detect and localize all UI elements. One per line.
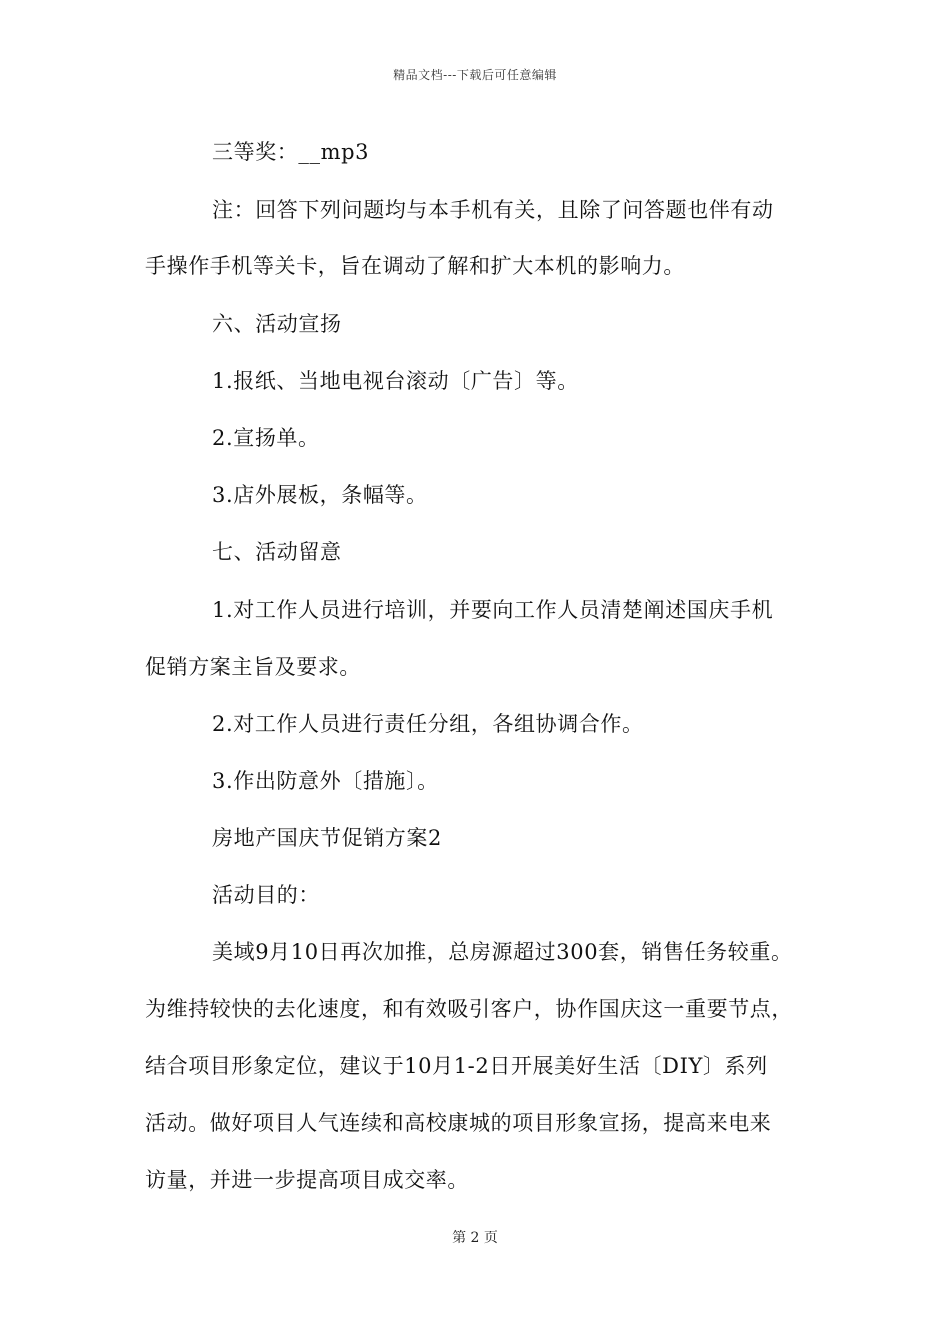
text-line: 结合项目形象定位，建议于10月1-2日开展美好生活〔DIY〕系列 xyxy=(145,1054,768,1078)
text-line: 3.作出防意外〔措施〕。 xyxy=(212,769,439,793)
text-line: 2.宣扬单。 xyxy=(212,426,320,450)
section-heading: 房地产国庆节促销方案2 xyxy=(212,826,442,850)
text-line: 访量，并进一步提高项目成交率。 xyxy=(145,1168,469,1192)
text-line: 促销方案主旨及要求。 xyxy=(145,655,361,679)
text-line: 为维持较快的去化速度，和有效吸引客户，协作国庆这一重要节点， xyxy=(145,997,793,1021)
text-line: 三等奖：__mp3 xyxy=(212,140,370,164)
text-line: 美域9月10日再次加推，总房源超过300套，销售任务较重。 xyxy=(212,940,793,964)
section-heading: 六、活动宣扬 xyxy=(212,312,342,336)
text-line: 活动。做好项目人气连续和高校康城的项目形象宣扬，提高来电来 xyxy=(145,1111,772,1135)
text-line: 2.对工作人员进行责任分组，各组协调合作。 xyxy=(212,712,644,736)
page-header: 精品文档---下载后可任意编辑 xyxy=(393,68,557,82)
page-number: 第 2 页 xyxy=(452,1230,498,1246)
text-line: 活动目的： xyxy=(212,883,320,907)
section-heading: 七、活动留意 xyxy=(212,540,342,564)
text-line: 注：回答下列问题均与本手机有关，且除了问答题也伴有动 xyxy=(212,198,774,222)
text-line: 1.对工作人员进行培训，并要向工作人员清楚阐述国庆手机 xyxy=(212,598,774,622)
text-line: 手操作手机等关卡，旨在调动了解和扩大本机的影响力。 xyxy=(145,254,685,278)
text-line: 3.店外展板，条幅等。 xyxy=(212,483,428,507)
text-line: 1.报纸、当地电视台滚动〔广告〕等。 xyxy=(212,369,579,393)
